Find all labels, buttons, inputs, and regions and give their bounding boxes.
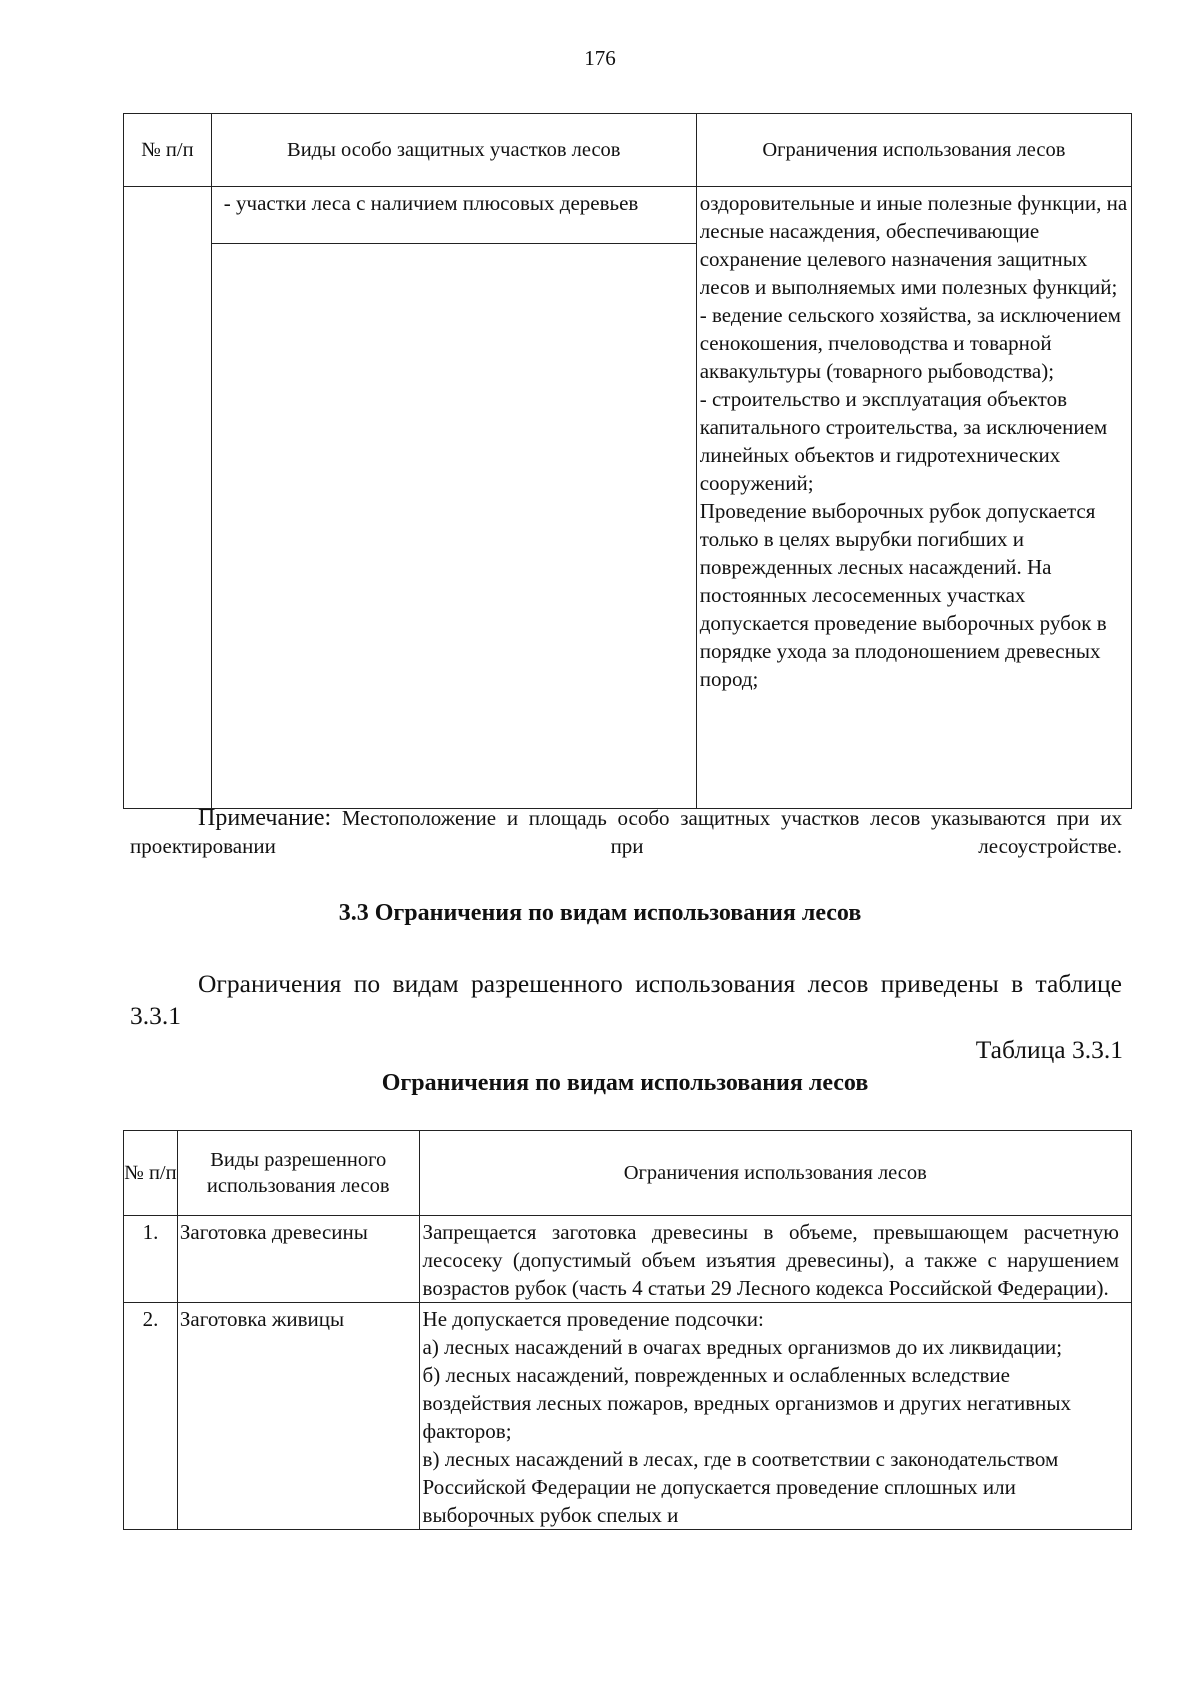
section-title: 3.3 Ограничения по видам использования лесов bbox=[338, 900, 862, 926]
row-num-cell bbox=[124, 187, 212, 809]
header-usage-types: Виды разрешенного использования лесов bbox=[177, 1131, 419, 1216]
header-area-types: Виды особо защитных участков лесов bbox=[211, 114, 696, 187]
page-number: 176 bbox=[584, 46, 616, 70]
restrictions-cell bbox=[696, 187, 1131, 809]
restriction-line: б) лесных насаждений, поврежденных и ослабленных вследствие воздействия лесных пожаров, вредных организмов и других негативных факторов; bbox=[422, 1363, 1071, 1443]
usage-restrictions-table bbox=[123, 1130, 1132, 1530]
table-title: Ограничения по видам использования лесов bbox=[381, 1070, 869, 1096]
header-num: № п/п bbox=[124, 114, 212, 187]
intro-text: Ограничения по видам разрешенного использования лесов приведены в таблице 3.3.1 bbox=[130, 969, 1122, 1030]
row-restrictions: Запрещается заготовка древесины в объеме, превышающем расчетную лесосеку (допустимый объем изъятия древесины), а также с нарушением возрастов рубок (часть 4 статьи 29 Лесного кодекса Российской Федерации). bbox=[419, 1216, 1131, 1303]
note bbox=[130, 804, 1122, 860]
restriction-line: Не допускается проведение подсочки: bbox=[422, 1307, 764, 1331]
note-label: Примечание: bbox=[198, 805, 332, 831]
restriction-line: в) лесных насаждений в лесах, где в соответствии с законодательством Российской Федерации не допускается проведение сплошных или выборочных рубок спелых и bbox=[422, 1447, 1059, 1527]
table-row bbox=[124, 1303, 1132, 1530]
table-row bbox=[124, 1216, 1132, 1303]
note-text: Местоположение и площадь особо защитных участков лесов указываются при их проектировании при лесоустройстве. bbox=[130, 806, 1123, 858]
row-num: 2. bbox=[124, 1303, 178, 1530]
header-num: № п/п bbox=[124, 1131, 178, 1216]
table-header-row bbox=[124, 114, 1132, 187]
table-header-row bbox=[124, 1131, 1132, 1216]
table-row bbox=[124, 187, 1132, 809]
header-restrictions: Ограничения использования лесов bbox=[696, 114, 1131, 187]
restrictions-text: оздоровительные и иные полезные функции, на лесные насаждения, обеспечивающие сохранение целевого назначения защитных лесов и выполняемых ими полезных функций; - ведение сельского хозяйства, за исключением сенокошения, пчеловодства и товарной аквакультуры (товарного рыбоводства); - строительство и эксплуатация объектов капитального строительства, за исключением линейных объектов и гидротехнических сооружений; Проведение выборочных рубок допускается только в целях вырубки погибших и поврежденных лесных насаждений. На постоянных лесосеменных участках допускается проведение выборочных рубок в порядке ухода за плодоношением древесных пород; bbox=[699, 191, 1128, 691]
table-label: Таблица 3.3.1 bbox=[975, 1035, 1123, 1064]
row-usage-type: Заготовка древесины bbox=[177, 1216, 419, 1303]
plus-trees-item: - участки леса с наличием плюсовых деревьев bbox=[212, 187, 696, 244]
area-type-cell bbox=[211, 187, 696, 809]
row-restrictions bbox=[419, 1303, 1131, 1530]
row-num: 1. bbox=[124, 1216, 178, 1303]
restriction-line: а) лесных насаждений в очагах вредных организмов до их ликвидации; bbox=[422, 1335, 1063, 1359]
protected-areas-table bbox=[123, 113, 1132, 809]
row-usage-type: Заготовка живицы bbox=[177, 1303, 419, 1530]
header-restrictions: Ограничения использования лесов bbox=[419, 1131, 1131, 1216]
intro-paragraph bbox=[130, 968, 1122, 1032]
